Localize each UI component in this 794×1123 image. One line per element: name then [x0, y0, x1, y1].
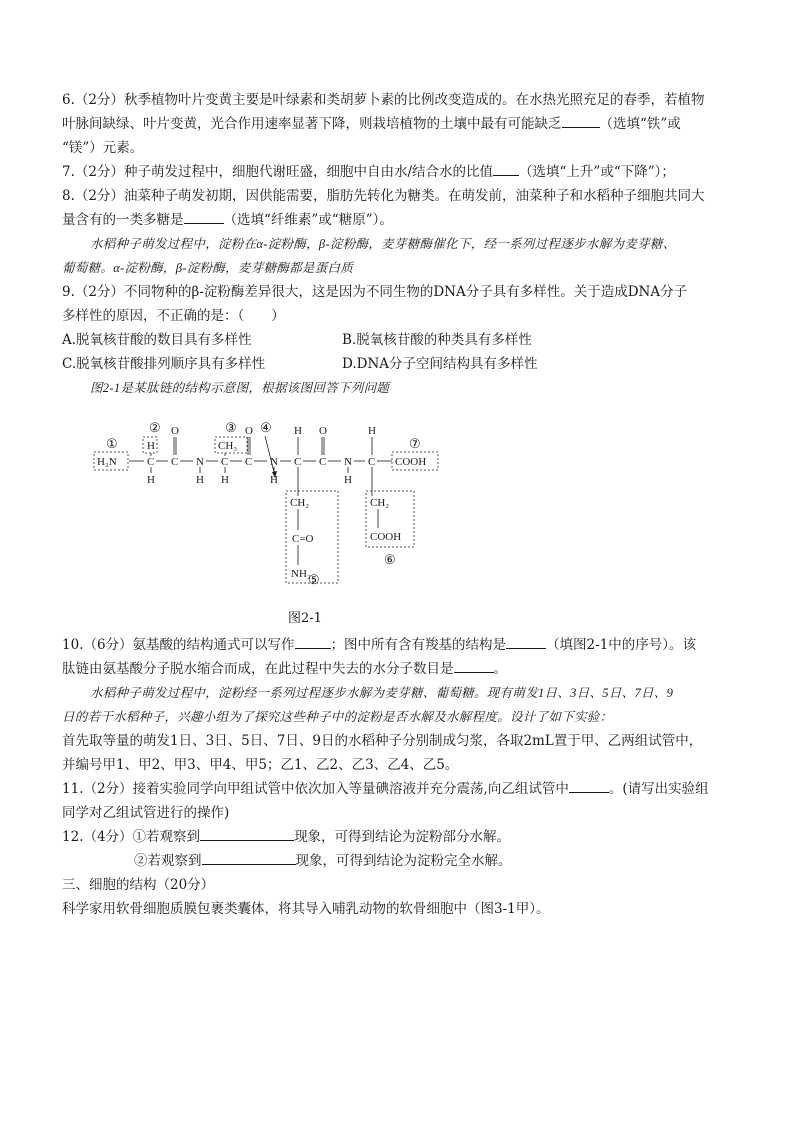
atom-nh2: NH₂: [291, 568, 311, 580]
atom-ch3: CH₃: [218, 440, 238, 452]
atom-h-n1: H: [196, 474, 204, 486]
atom-c4: C: [245, 456, 253, 468]
q7-answer-blank[interactable]: [493, 161, 519, 176]
atom-ch2-b: CH₂: [370, 497, 390, 509]
atom-h-c3: H: [221, 474, 229, 486]
q12-line1: [62, 825, 742, 849]
section3-line1: 科学家用软骨细胞质膜包裹类囊体，将其导入哺乳动物的软骨细胞中（图3-1甲）。: [62, 901, 550, 917]
atom-c5: C: [294, 456, 302, 468]
q12-text-2: ②若观察到: [134, 853, 202, 869]
q10-text-a: 10.（6分）氨基酸的结构通式可以写作: [62, 637, 295, 653]
figure-caption: 图2-1: [288, 611, 322, 626]
atom-n2: N: [270, 456, 278, 468]
procedure-line2: 并编号甲1、甲2、甲3、甲4、甲5；乙1、乙2、乙3、乙4、乙5。: [62, 757, 459, 773]
label-4: ④: [260, 420, 272, 435]
atom-c6: C: [319, 456, 327, 468]
atom-c3: C: [221, 456, 229, 468]
q6-answer-blank[interactable]: [562, 113, 600, 128]
q10-answer-blank-2[interactable]: [506, 634, 546, 649]
q10-answer-blank-1[interactable]: [295, 634, 331, 649]
material2-line1: 水稻种子萌发过程中，淀粉经一系列过程逐步水解为麦芽糖、葡萄糖。现有萌发1日、3日、5日、7日、9: [90, 686, 674, 700]
q9-option-b[interactable]: B.脱氧核苷酸的种类具有多样性: [342, 332, 532, 348]
atom-h-n3: H: [344, 474, 352, 486]
q6-line2: [62, 112, 742, 136]
atom-o3: O: [319, 425, 327, 437]
material2-line2: 日的若干水稻种子，兴趣小组为了探究这些种子中的淀粉是否水解及水解程度。设计了如下实验：: [62, 710, 613, 724]
atom-h-c7: H: [368, 425, 376, 437]
bonds: [129, 437, 392, 565]
q12-text-1: 12.（4分）①若观察到: [62, 829, 201, 845]
atom-h-c5: H: [294, 425, 302, 437]
q10-text-c: （填图2-1中的序号）。该: [546, 637, 697, 653]
peptide-structure-diagram: [88, 402, 448, 602]
atom-cooh-main: COOH: [395, 456, 427, 468]
atom-n3: N: [344, 456, 352, 468]
material1-line1: 水稻种子萌发过程中，淀粉在α-淀粉酶，β-淀粉酶，麦芽糖酶催化下，经一系列过程逐步水解为麦芽糖、: [90, 237, 676, 251]
q7-text: 7.（2分）种子萌发过程中，细胞代谢旺盛，细胞中自由水/结合水的比值: [62, 164, 494, 180]
q10-line2: [62, 657, 742, 681]
q9-line2: 多样性的原因，不正确的是：（ ）: [62, 308, 285, 324]
procedure-line1: 首先取等量的萌发1日、3日、5日、7日、9日的水稻种子分别制成匀浆，各取2mL置于甲、乙两组试管中，: [62, 733, 703, 749]
label-3: ③: [225, 420, 237, 435]
atom-h2n: H₂N: [97, 456, 117, 468]
q12-text-2-post: 现象，可得到结论为淀粉完全水解。: [295, 853, 512, 869]
q11-line2: 同学对乙组试管进行的操作): [62, 805, 230, 821]
atom-ch2-a: CH₂: [290, 497, 310, 509]
q11-answer-blank[interactable]: [569, 778, 609, 793]
q9-option-a[interactable]: A.脱氧核苷酸的数目具有多样性: [62, 332, 252, 348]
q6-text: 叶脉间缺绿、叶片变黄，光合作用速率显著下降，则栽培植物的土壤中最有可能缺乏: [62, 116, 562, 132]
q6-line1: 6.（2分）秋季植物叶片变黄主要是叶绿素和类胡萝卜素的比例改变造成的。在水热光照充足的春季，若植物: [62, 92, 705, 108]
atom-h-n2: H: [270, 474, 278, 486]
q7-text-post: （选填“上升”或“下降”）；: [519, 164, 675, 180]
label-5: ⑤: [308, 572, 320, 587]
atom-h-r1: H: [147, 440, 155, 452]
q9-line1: 9.（2分）不同物种的β-淀粉酶差异很大，这是因为不同生物的DNA分子具有多样性。关于造成DNA分子: [62, 284, 688, 300]
q6-text-post: （选填“铁”或: [599, 116, 681, 132]
q9-options-row1: [62, 328, 742, 352]
section3-title: 三、细胞的结构（20分）: [62, 877, 215, 893]
q11-line1: [62, 777, 742, 801]
document-page: [62, 88, 742, 921]
q11-text-post: 。(请写出实验组: [608, 781, 709, 797]
label-6: ⑥: [384, 552, 396, 567]
atom-o2: O: [245, 425, 253, 437]
q10-text-e: 。: [493, 661, 507, 677]
atom-c-eq-o: C=O: [292, 533, 314, 545]
atom-o1: O: [171, 425, 179, 437]
q10-text-d: 肽链由氨基酸分子脱水缩合而成，在此过程中失去的水分子数目是: [62, 661, 454, 677]
atom-c1: C: [147, 456, 155, 468]
label-2: ②: [149, 420, 161, 435]
q12-answer-blank-1[interactable]: [200, 826, 294, 841]
q6-line3: “镁”）元素。: [62, 140, 144, 156]
peptide-figure: [62, 402, 742, 607]
atom-n1: N: [196, 456, 204, 468]
atom-c7: C: [368, 456, 376, 468]
q12-answer-blank-2[interactable]: [202, 850, 296, 865]
atom-c2: C: [171, 456, 179, 468]
q7-line: [62, 160, 742, 184]
q9-option-d[interactable]: D.DNA分子空间结构具有多样性: [342, 356, 538, 372]
atom-cooh-side: COOH: [370, 531, 402, 543]
q8-line2: [62, 208, 742, 232]
atom-h-c1: H: [147, 474, 155, 486]
q9-options-row2: [62, 352, 742, 376]
q10-text-b: ；图中所有含有羧基的结构是: [330, 637, 507, 653]
q12-text-1-post: 现象，可得到结论为淀粉部分水解。: [294, 829, 511, 845]
q8-answer-blank[interactable]: [184, 209, 224, 224]
q11-text: 11.（2分）接着实验同学向甲组试管中依次加入等量碘溶液并充分震荡,向乙组试管中: [62, 781, 569, 797]
q8-text: 量含有的一类多糖是: [62, 212, 184, 228]
label-1: ①: [106, 436, 118, 451]
q10-line1: [62, 633, 742, 657]
q8-line1: 8.（2分）油菜种子萌发初期，因供能需要，脂肪先转化为糖类。在萌发前，油菜种子和水稻种子细胞共同大: [62, 188, 705, 204]
figure-intro: 图2-1是某肽链的结构示意图，根据该图回答下列问题: [90, 381, 390, 395]
q10-answer-blank-3[interactable]: [454, 658, 494, 673]
label-7: ⑦: [409, 436, 421, 451]
material1-line2: 葡萄糖。α-淀粉酶，β-淀粉酶，麦芽糖酶都是蛋白质: [62, 261, 354, 275]
q8-text-post: （选填“纤维素”或“糖原”）。: [223, 212, 393, 228]
q9-option-c[interactable]: C.脱氧核苷酸排列顺序具有多样性: [62, 356, 266, 372]
q12-line2: [62, 849, 742, 873]
